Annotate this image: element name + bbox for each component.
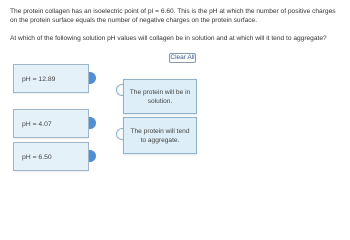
drag-handle-tab-icon[interactable] — [89, 117, 96, 129]
question-intro: The protein collagen has an isoelectric point of pI = 6.60. This is the pH at which the number of positive charges on the protein surface equals the number of negative charges on the protein surface. — [10, 8, 336, 25]
drag-item-ph-4-07[interactable] — [13, 109, 89, 138]
drop-target-in-solution[interactable] — [123, 79, 197, 114]
question-text — [10, 7, 342, 51]
drag-item-ph-12-89[interactable] — [13, 64, 89, 93]
drop-slot-icon — [116, 84, 123, 96]
drop-slot-icon — [116, 128, 123, 140]
drag-handle-tab-icon[interactable] — [89, 72, 96, 84]
clear-all-button[interactable]: Clear All — [170, 54, 195, 61]
drop-target-aggregate[interactable] — [123, 117, 197, 154]
drag-item-label: pH = 4.07 — [22, 121, 52, 128]
drop-target-label: The protein will tend to aggregate. — [130, 127, 190, 144]
drag-item-label: pH = 6.50 — [22, 154, 52, 161]
question-prompt: At which of the following solution pH values will collagen be in solution and at which will it tend to aggregate? — [10, 34, 327, 42]
drop-target-label: The protein will be in solution. — [129, 88, 191, 105]
drag-item-ph-6-50[interactable] — [13, 142, 89, 171]
drag-item-label: pH = 12.89 — [22, 76, 56, 83]
drag-handle-tab-icon[interactable] — [89, 150, 96, 162]
